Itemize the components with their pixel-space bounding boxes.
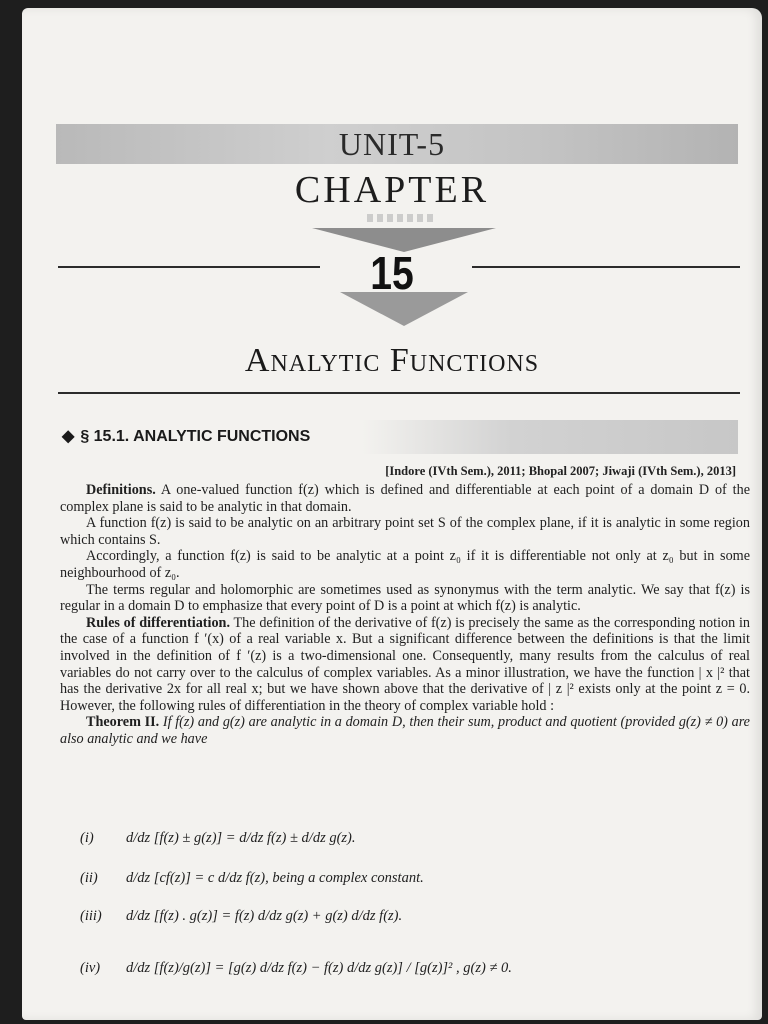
chapter-label: CHAPTER: [294, 169, 490, 211]
theorem-heading: Theorem II.: [86, 714, 160, 731]
paragraph-point: Accordingly, a function f(z) is said to be analytic at a point z₀ if it is differentiable not only at z₀ but in some neighbourhood of z₀.: [60, 548, 750, 581]
body-text: [60, 482, 750, 748]
formula-text: d/dz [f(z) ± g(z)] = d/dz f(z) ± d/dz g(z).: [126, 830, 356, 846]
decorative-dots: [367, 214, 437, 222]
rules-heading: Rules of differentiation.: [86, 614, 230, 631]
formula-label: (i): [80, 830, 94, 846]
paragraph-rules: [60, 615, 750, 715]
formula-text: d/dz [f(z) . g(z)] = f(z) d/dz g(z) + g(z) d/dz f(z).: [126, 908, 403, 924]
paragraph-point-set: A function f(z) is said to be analytic on an arbitrary point set S of the complex plane, if it is analytic in some region which contains S.: [60, 515, 750, 548]
formula-ii: [80, 870, 424, 887]
formula-text: d/dz [cf(z)] = c d/dz f(z), being a complex constant.: [126, 870, 424, 886]
formula-i: [80, 830, 356, 847]
book-page: [22, 8, 762, 1020]
formula-label: (iv): [80, 960, 101, 976]
title-rule: [58, 392, 740, 394]
definitions-heading: Definitions.: [86, 482, 156, 498]
formula-iii: [80, 908, 402, 925]
section-heading-text: § 15.1. ANALYTIC FUNCTIONS: [80, 428, 311, 445]
diamond-bullet-icon: ◆: [62, 428, 75, 445]
unit-label: UNIT-5: [338, 126, 446, 162]
formula-text: d/dz [f(z)/g(z)] = [g(z) d/dz f(z) − f(z) d/dz g(z)] / [g(z)]² , g(z) ≠ 0.: [126, 960, 512, 976]
paragraph-theorem: [60, 714, 750, 747]
chapter-number: 15: [370, 247, 414, 299]
theorem-text: If f(z) and g(z) are analytic in a domain D, then their sum, product and quotient (provided g(z) ≠ 0) are also analytic and we have: [60, 714, 750, 747]
formula-label: (iii): [80, 908, 102, 924]
section-banner: [362, 420, 738, 454]
paragraph-terms: The terms regular and holomorphic are sometimes used as synonymus with the term analytic. We say that f(z) is regular in a domain D to emphasize that every point of D is a point at which f(z) is analytic.: [60, 581, 750, 615]
section-heading: [62, 426, 310, 446]
formula-iv: [80, 960, 512, 977]
definitions-text: A one-valued function f(z) which is defined and differentiable at each point of a domain D of the complex plane is said to be analytic in that domain.: [60, 482, 750, 515]
formula-label: (ii): [80, 870, 98, 886]
exam-references: [Indore (IVth Sem.), 2011; Bhopal 2007; Jiwaji (IVth Sem.), 2013]: [385, 464, 736, 478]
chapter-title: Analytic Functions: [244, 342, 540, 379]
paragraph-definitions: [60, 482, 750, 515]
rules-text: The definition of the derivative of f(z) is precisely the same as the corresponding notion in the case of a function f ′(x) of a real variable x. But a significant difference between the definitions is that the limit involved in the definition of f ′(z) is a two-dimensional one. Consequently, many results from the calculus of real variables do not carry over to the calculus of complex variables. As a minor illustration, we have the function | x |² that has the derivative 2x for all real x; but we have shown above that the derivative of | z |² exists only at the point z = 0. However, the following rules of differentiation in the theory of complex variable hold :: [60, 614, 750, 714]
